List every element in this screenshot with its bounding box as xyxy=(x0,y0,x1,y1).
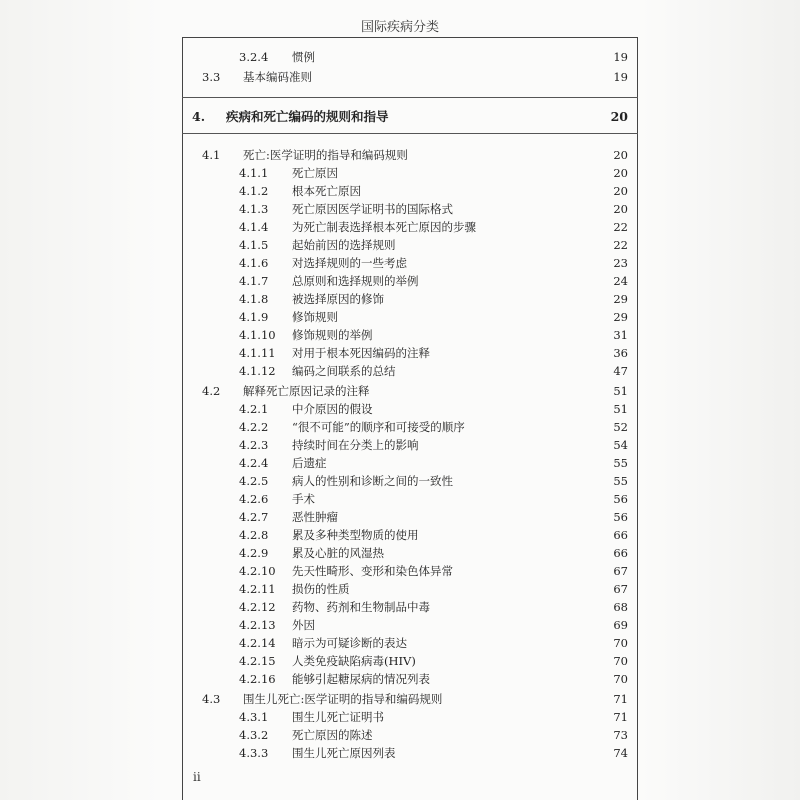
toc-entry-number: 4.2.7 xyxy=(239,510,269,524)
toc-entry-number: 4.3.2 xyxy=(239,728,269,742)
toc-entry xyxy=(182,254,638,272)
toc-entry xyxy=(182,308,638,326)
toc-entry xyxy=(182,690,638,708)
toc-entry-page: 22 xyxy=(613,238,628,252)
toc-entry-title: 被选择原因的修饰 xyxy=(292,292,384,306)
toc-entry-title: 暗示为可疑诊断的表达 xyxy=(292,636,407,650)
toc-entry-title: 后遗症 xyxy=(292,456,327,470)
toc-entry-page: 51 xyxy=(613,402,628,416)
toc-entry xyxy=(182,382,638,400)
toc-entry-number: 4.1.8 xyxy=(239,292,269,306)
toc-entry-page: 56 xyxy=(613,510,628,524)
toc-entry-number: 4.2.10 xyxy=(239,564,276,578)
toc-entry-page: 55 xyxy=(613,456,628,470)
toc-entry-title: 能够引起糖尿病的情况列表 xyxy=(292,672,430,686)
toc-entry xyxy=(182,326,638,344)
toc-entry xyxy=(182,344,638,362)
toc-entry-page: 66 xyxy=(613,528,628,542)
toc-entry-title: 死亡原因医学证明书的国际格式 xyxy=(292,202,453,216)
toc-entry-number: 4.2.11 xyxy=(239,582,276,596)
toc-entry-number: 4.2.8 xyxy=(239,528,269,542)
toc-entry-number: 4.1.2 xyxy=(239,184,269,198)
toc-entry-title: 累及多种类型物质的使用 xyxy=(292,528,419,542)
toc-entry-page: 51 xyxy=(613,384,628,398)
section-divider-bottom xyxy=(182,133,638,134)
toc-entry-page: 20 xyxy=(613,166,628,180)
toc-entry-page: 29 xyxy=(613,310,628,324)
toc-entry-number: 4.2.5 xyxy=(239,474,269,488)
toc-entry xyxy=(182,526,638,544)
toc-entry xyxy=(182,362,638,380)
toc-entry xyxy=(182,68,638,86)
toc-entry-page: 29 xyxy=(613,292,628,306)
toc-entry-number: 4.2.12 xyxy=(239,600,276,614)
toc-entry-number: 4.1.5 xyxy=(239,238,269,252)
toc-entry-number: 4.2.1 xyxy=(239,402,269,416)
toc-entry-title: 基本编码准则 xyxy=(243,70,312,84)
toc-entry-title: 损伤的性质 xyxy=(292,582,350,596)
toc-entry-title: 起始前因的选择规则 xyxy=(292,238,396,252)
toc-entry xyxy=(182,726,638,744)
toc-entry xyxy=(182,580,638,598)
toc-entry xyxy=(182,108,638,126)
toc-entry-title: 围生儿死亡原因列表 xyxy=(292,746,396,760)
toc-entry-title: 疾病和死亡编码的规则和指导 xyxy=(226,109,389,124)
toc-entry xyxy=(182,652,638,670)
toc-entry-number: 4.2 xyxy=(202,384,221,398)
toc-entry-page: 36 xyxy=(613,346,628,360)
toc-entry xyxy=(182,236,638,254)
toc-entry-page: 67 xyxy=(613,582,628,596)
toc-entry-number: 4.2.4 xyxy=(239,456,269,470)
toc-entry xyxy=(182,164,638,182)
toc-entry-title: 累及心脏的风湿热 xyxy=(292,546,384,560)
toc-entry-page: 22 xyxy=(613,220,628,234)
toc-entry-title: 修饰规则 xyxy=(292,310,338,324)
toc-entry-number: 4.1.7 xyxy=(239,274,269,288)
header-rule xyxy=(182,37,638,38)
toc-entry-page: 71 xyxy=(613,710,628,724)
toc-entry xyxy=(182,490,638,508)
toc-entry xyxy=(182,454,638,472)
toc-entry-page: 54 xyxy=(613,438,628,452)
toc-entry-title: 死亡原因的陈述 xyxy=(292,728,373,742)
toc-entry xyxy=(182,200,638,218)
toc-entry-page: 70 xyxy=(613,636,628,650)
toc-entry-page: 70 xyxy=(613,654,628,668)
toc-entry xyxy=(182,48,638,66)
toc-entry xyxy=(182,436,638,454)
toc-entry-number: 4.2.6 xyxy=(239,492,269,506)
toc-entry-title: 死亡:医学证明的指导和编码规则 xyxy=(243,148,408,162)
toc-entry-title: 解释死亡原因记录的注释 xyxy=(243,384,370,398)
toc-entry-title: 编码之间联系的总结 xyxy=(292,364,396,378)
toc-entry xyxy=(182,146,638,164)
toc-entry-number: 4.2.9 xyxy=(239,546,269,560)
toc-entry-page: 74 xyxy=(613,746,628,760)
toc-entry xyxy=(182,744,638,762)
toc-entry-page: 52 xyxy=(613,420,628,434)
toc-entry xyxy=(182,616,638,634)
toc-entry-number: 4.1.9 xyxy=(239,310,269,324)
toc-entry-title: 中介原因的假设 xyxy=(292,402,373,416)
toc-entry-number: 4.2.3 xyxy=(239,438,269,452)
toc-entry xyxy=(182,472,638,490)
toc-entry-title: 总原则和选择规则的举例 xyxy=(292,274,419,288)
toc-entry-number: 4.3.3 xyxy=(239,746,269,760)
toc-entry-number: 4.3.1 xyxy=(239,710,269,724)
toc-entry-page: 31 xyxy=(613,328,628,342)
toc-entry-title: 惯例 xyxy=(292,50,315,64)
toc-entry-title: 修饰规则的举例 xyxy=(292,328,373,342)
toc-entry-title: 先天性畸形、变形和染色体异常 xyxy=(292,564,453,578)
toc-entry xyxy=(182,182,638,200)
toc-entry-title: 为死亡制表选择根本死亡原因的步骤 xyxy=(292,220,476,234)
toc-entry xyxy=(182,218,638,236)
toc-entry-page: 56 xyxy=(613,492,628,506)
toc-entry-number: 4.3 xyxy=(202,692,221,706)
toc-entry-page: 20 xyxy=(610,109,628,124)
toc-entry xyxy=(182,708,638,726)
toc-entry-page: 69 xyxy=(613,618,628,632)
toc-entry-number: 4. xyxy=(192,109,206,124)
toc-entry-title: 死亡原因 xyxy=(292,166,338,180)
toc-entry-number: 4.2.16 xyxy=(239,672,276,686)
section-divider-top xyxy=(182,97,638,98)
toc-entry-title: 手术 xyxy=(292,492,315,506)
toc-entry-title: 人类免疫缺陷病毒(HIV) xyxy=(292,654,416,668)
toc-entry-number: 4.1 xyxy=(202,148,221,162)
toc-entry xyxy=(182,544,638,562)
toc-entry-number: 4.2.14 xyxy=(239,636,276,650)
toc-entry-page: 73 xyxy=(613,728,628,742)
toc-entry-title: 药物、药剂和生物制品中毒 xyxy=(292,600,430,614)
toc-entry-number: 4.1.3 xyxy=(239,202,269,216)
toc-entry-page: 20 xyxy=(613,148,628,162)
toc-entry-number: 4.1.12 xyxy=(239,364,276,378)
toc-entry-title: 根本死亡原因 xyxy=(292,184,361,198)
toc-entry-page: 67 xyxy=(613,564,628,578)
toc-entry-title: 对选择规则的一些考虑 xyxy=(292,256,407,270)
toc-entry-title: 持续时间在分类上的影响 xyxy=(292,438,419,452)
toc-entry-number: 4.2.15 xyxy=(239,654,276,668)
toc-entry-title: 围生儿死亡证明书 xyxy=(292,710,384,724)
toc-entry-page: 47 xyxy=(613,364,628,378)
toc-entry xyxy=(182,418,638,436)
toc-entry-title: 外因 xyxy=(292,618,315,632)
toc-entry-page: 19 xyxy=(613,70,628,84)
toc-entry-page: 23 xyxy=(613,256,628,270)
toc-entry-number: 4.1.4 xyxy=(239,220,269,234)
toc-entry xyxy=(182,634,638,652)
toc-entry-page: 55 xyxy=(613,474,628,488)
toc-entry xyxy=(182,562,638,580)
toc-entry-title: 围生儿死亡:医学证明的指导和编码规则 xyxy=(243,692,443,706)
toc-entry-page: 20 xyxy=(613,184,628,198)
toc-entry-number: 4.1.6 xyxy=(239,256,269,270)
toc-entry xyxy=(182,508,638,526)
toc-entry-number: 4.2.13 xyxy=(239,618,276,632)
toc-entry xyxy=(182,290,638,308)
toc-entry-page: 70 xyxy=(613,672,628,686)
toc-entry xyxy=(182,670,638,688)
toc-entry xyxy=(182,272,638,290)
toc-entry xyxy=(182,400,638,418)
toc-entry-title: 恶性肿瘤 xyxy=(292,510,338,524)
toc-entry-number: 3.2.4 xyxy=(239,50,269,64)
toc-entry-page: 71 xyxy=(613,692,628,706)
toc-entry-page: 68 xyxy=(613,600,628,614)
toc-entry-number: 3.3 xyxy=(202,70,221,84)
toc-entry-page: 20 xyxy=(613,202,628,216)
running-header: 国际疾病分类 xyxy=(360,20,439,35)
toc-entry-number: 4.1.10 xyxy=(239,328,276,342)
toc-entry-number: 4.1.11 xyxy=(239,346,276,360)
toc-entry-page: 24 xyxy=(613,274,628,288)
toc-entry xyxy=(182,598,638,616)
toc-entry-number: 4.1.1 xyxy=(239,166,269,180)
toc-entry-page: 66 xyxy=(613,546,628,560)
toc-entry-title: 病人的性别和诊断之间的一致性 xyxy=(292,474,453,488)
toc-entry-number: 4.2.2 xyxy=(239,420,269,434)
toc-entry-title: 对用于根本死因编码的注释 xyxy=(292,346,430,360)
toc-entry-title: “很不可能”的顺序和可接受的顺序 xyxy=(292,420,465,434)
toc-entry-page: 19 xyxy=(613,50,628,64)
page-number: ii xyxy=(193,770,201,784)
